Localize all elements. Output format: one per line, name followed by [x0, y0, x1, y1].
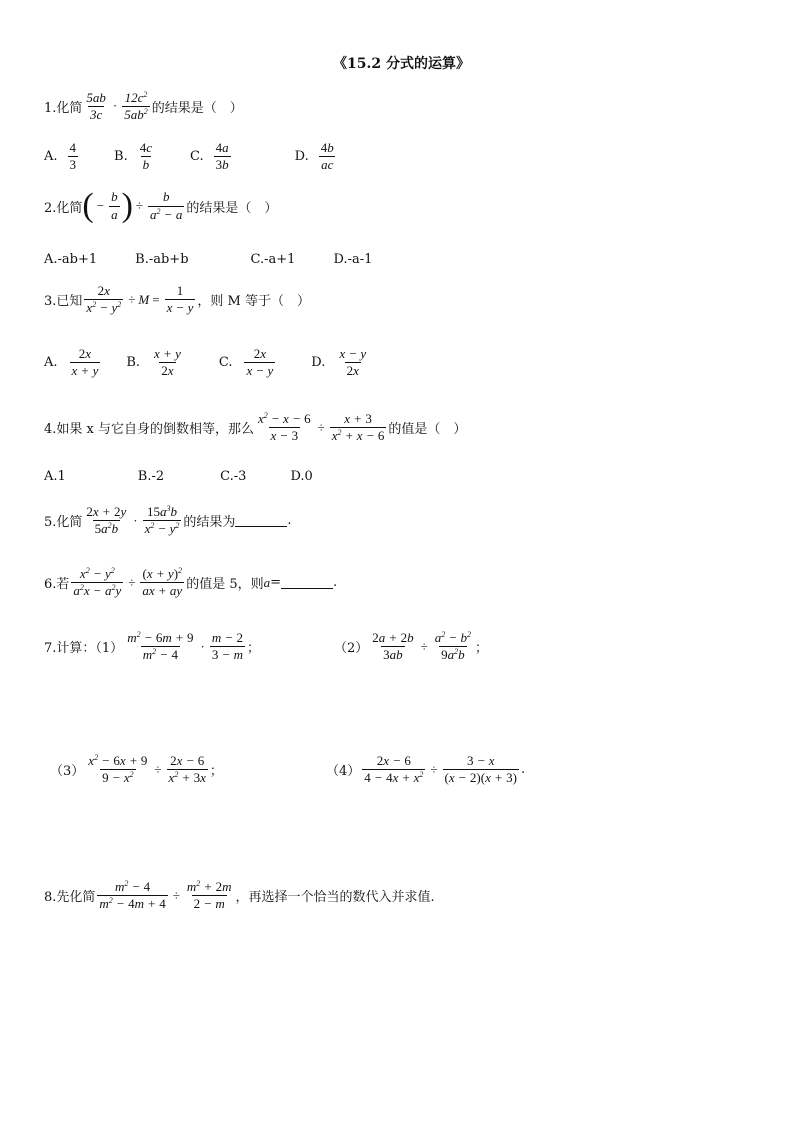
- q4-option-c[interactable]: C.-3: [220, 469, 247, 484]
- q1-option-a[interactable]: A. $\frac{4}{3}$: [44, 140, 77, 173]
- question-7-3-expression: $\frac{x^2 - 6x + 9}{9 - x^2}$ ÷ $\frac{2x - 6}{x^2 + 3x}$: [88, 753, 206, 786]
- question-1: [44, 91, 243, 123]
- q3-option-b[interactable]: B. $\frac{x + y}{2x}$: [126, 346, 181, 379]
- question-5-answer-blank[interactable]: [235, 514, 287, 527]
- question-5-suffix: 的结果为: [183, 515, 236, 531]
- question-6-answer-blank[interactable]: [281, 576, 333, 589]
- question-6-variable: a: [263, 574, 271, 590]
- question-3-options: [44, 347, 370, 379]
- q1-option-c-label: C.: [190, 149, 204, 165]
- question-2-suffix: 的结果是（ ）: [186, 200, 278, 216]
- question-8-expression: $\frac{m^2 - 4}{m^2 - 4m + 4}$ ÷ $\frac{m^2 + 2m}{2 - m}$: [99, 879, 232, 912]
- question-6-mid: 的值是 5，则: [186, 577, 264, 593]
- question-6-equals: =: [270, 575, 281, 591]
- question-2-options: [44, 252, 372, 267]
- question-7-1-expression: $\frac{m^2 - 6m + 9}{m^2 - 4}$ · $\frac{m - 2}{3 - m}$: [127, 630, 244, 663]
- page-title: 《15.2 分式的运算》: [333, 56, 470, 72]
- question-8: [44, 880, 435, 912]
- q1-option-b[interactable]: B. $\frac{4c}{b}$: [114, 140, 152, 173]
- question-7-2-semicolon: ；: [474, 641, 488, 657]
- question-7-part-2: [334, 631, 488, 663]
- question-3-suffix: ，则 M 等于（ ）: [197, 294, 310, 310]
- question-7-part-4: [326, 754, 525, 786]
- q2-option-c[interactable]: C.-a+1: [250, 252, 296, 267]
- question-1-expression: $\frac{5ab}{3c}$ · $\frac{12c^2}{5ab^2}$: [86, 90, 148, 123]
- question-8-prefix: 8.先化简: [44, 890, 96, 906]
- question-4-options: [44, 469, 313, 484]
- q2-option-d[interactable]: D.-a-1: [333, 252, 373, 267]
- question-6-expression: $\frac{x^2 - y^2}{a^2x - a^2y}$ ÷ $\frac{(x + y)^2}{ax + ay}$: [73, 566, 183, 599]
- question-2-prefix: 2.化简: [44, 200, 83, 216]
- q1-option-c[interactable]: C. $\frac{4a}{3b}$: [190, 140, 229, 173]
- question-5-prefix: 5.化简: [44, 515, 83, 531]
- question-7-2-label: （2）: [334, 641, 369, 657]
- question-3-prefix: 3.已知: [44, 294, 83, 310]
- question-2: [44, 189, 277, 223]
- q2-option-a[interactable]: A.-ab+1: [44, 252, 98, 267]
- question-7-4-period: .: [520, 762, 526, 778]
- question-1-suffix: 的结果是（ ）: [151, 101, 243, 117]
- q2-option-b[interactable]: B.-ab+b: [135, 252, 189, 267]
- q3-option-d[interactable]: D. $\frac{x - y}{2x}$: [311, 346, 367, 379]
- question-3-expression: $\frac{2x}{x^2 - y^2}$ ÷ M = $\frac{1}{x - y}$: [86, 283, 194, 316]
- question-7-part-3: [50, 754, 223, 786]
- question-6: 6.若 $\frac{x^2 - y^2}{a^2x - a^2y}$ ÷ $\frac{(x + y)^2}{ax + ay}$ 的值是 5，则 a = .: [44, 566, 338, 599]
- q3-option-c[interactable]: C. $\frac{2x}{x - y}$: [218, 346, 274, 379]
- question-4-suffix: 的值是（ ）: [388, 422, 467, 438]
- question-7-4-expression: $\frac{2x - 6}{4 - 4x + x^2}$ ÷ $\frac{3 - x}{(x - 2)(x + 3)}$: [364, 753, 517, 786]
- question-7-prefix: 7.计算：（1）: [44, 641, 124, 657]
- question-7-2-expression: $\frac{2a + 2b}{3ab}$ ÷ $\frac{a^2 - b^2}{9a^2b}$: [372, 630, 471, 663]
- question-5-expression: $\frac{2x + 2y}{5a^2b}$ · $\frac{15a^3b}{x^2 - y^2}$: [86, 504, 180, 537]
- question-8-suffix: ，再选择一个恰当的数代入并求值.: [235, 890, 435, 906]
- q3-option-a[interactable]: A. $\frac{2x}{x + y}$: [44, 346, 99, 379]
- question-7-4-label: （4）: [326, 764, 361, 780]
- question-7-3-label: （3）: [50, 764, 85, 780]
- question-1-options: [44, 141, 338, 173]
- question-4-prefix: 4.如果 x 与它自身的倒数相等，那么: [44, 422, 254, 438]
- question-7-1-semicolon: ；: [247, 641, 261, 657]
- q1-option-d-label: D.: [294, 149, 309, 165]
- question-5: 5.化简 $\frac{2x + 2y}{5a^2b}$ · $\frac{15a^3b}{x^2 - y^2}$ 的结果为 .: [44, 504, 292, 537]
- question-4: [44, 412, 466, 444]
- question-2-expression: ( − $\frac{b}{a}$ ) ÷ $\frac{b}{a^2 - a}$: [82, 187, 183, 224]
- question-3: [44, 284, 310, 316]
- q4-option-b[interactable]: B.-2: [137, 469, 165, 484]
- q1-option-a-label: A.: [44, 149, 58, 165]
- q4-option-d[interactable]: D.0: [290, 469, 313, 484]
- question-7-part-1: [44, 631, 260, 663]
- question-6-prefix: 6.若: [44, 577, 70, 593]
- q1-option-d[interactable]: D. $\frac{4b}{ac}$: [294, 140, 334, 173]
- q1-option-b-label: B.: [114, 149, 128, 165]
- q4-option-a[interactable]: A.1: [44, 469, 66, 484]
- question-1-prefix: 1.化简: [44, 101, 83, 117]
- question-4-expression: $\frac{x^2 - x - 6}{x - 3}$ ÷ $\frac{x + 3}{x^2 + x - 6}$: [258, 411, 385, 444]
- question-7-3-semicolon: ；: [209, 764, 223, 780]
